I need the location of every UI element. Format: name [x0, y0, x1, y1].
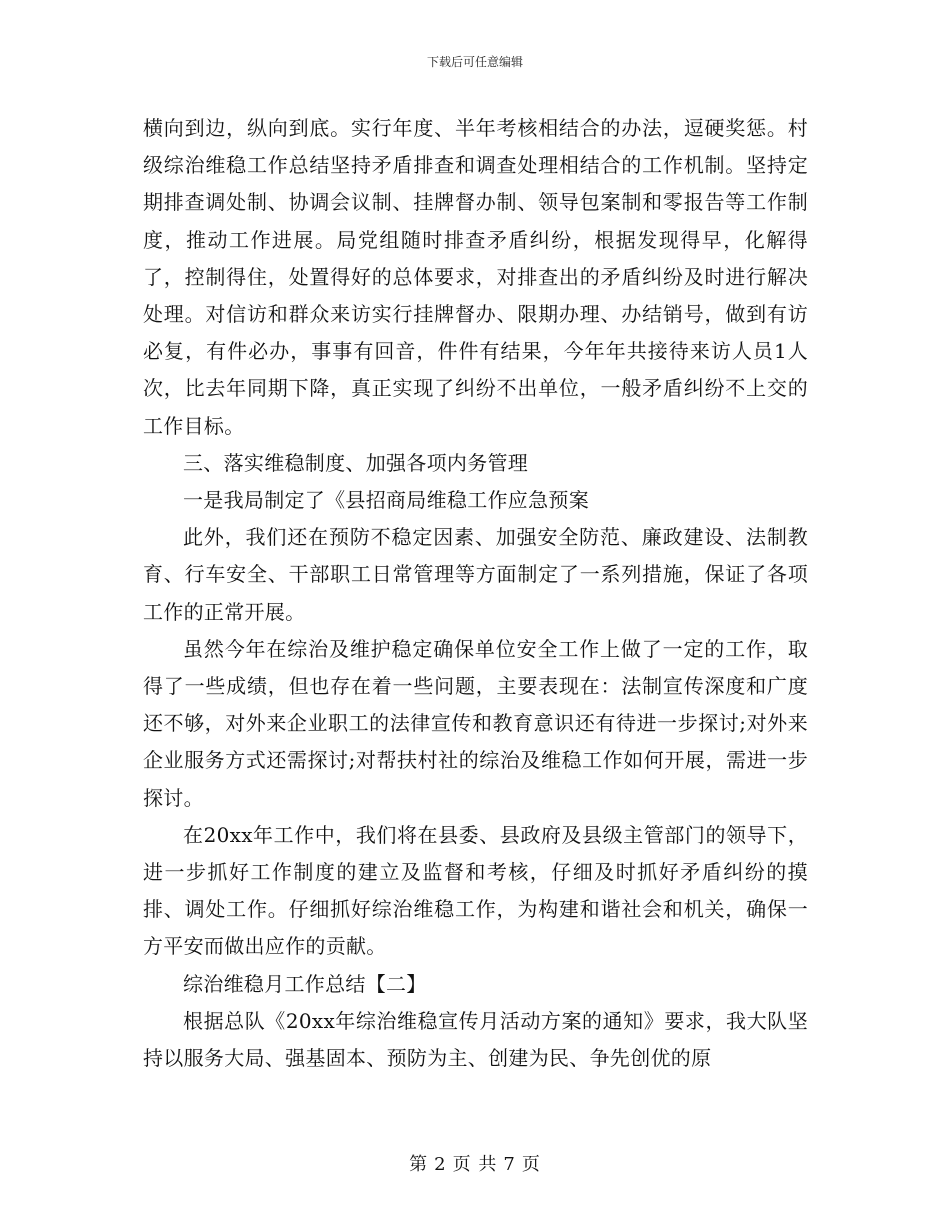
- footer-suffix: 页: [521, 1154, 541, 1175]
- document-body: [143, 110, 808, 1077]
- footer-total-pages: 7: [503, 1154, 516, 1175]
- paragraph-5: 在20xx年工作中，我们将在县委、县政府及县级主管部门的领导下，进一步抓好工作制度的建立及监督和考核，仔细及时抓好矛盾纠纷的摸排、调处工作。仔细抓好综治维稳工作，为构建和谐社会和机关，确保一方平安而做出应作的贡献。: [143, 822, 808, 959]
- page-header: 下载后可任意编辑: [426, 55, 523, 69]
- footer-prefix: 第: [409, 1154, 429, 1175]
- subtitle-part-two: 综治维稳月工作总结【二】: [183, 971, 427, 996]
- paragraph-1: 横向到边，纵向到底。实行年度、半年考核相结合的办法，逗硬奖惩。村级综治维稳工作总结坚持矛盾排查和调查处理相结合的工作机制。坚持定期排查调处制、协调会议制、挂牌督办制、领导包案制和零报告等工作制度，推动工作进展。局党组随时排查矛盾纠纷，根据发现得早，化解得了，控制得住，处置得好的总体要求，对排查出的矛盾纠纷及时进行解决处理。对信访和群众来访实行挂牌督办、限期办理、办结销号，做到有访必复，有件必办，事事有回音，件件有结果，今年年共接待来访人员1人次，比去年同期下降，真正实现了纠纷不出单位，一般矛盾纠纷不上交的工作目标。: [143, 116, 808, 438]
- paragraph-3: 此外，我们还在预防不稳定因素、加强安全防范、廉政建设、法制教育、行车安全、干部职工日常管理等方面制定了一系列措施，保证了各项工作的正常开展。: [143, 525, 808, 624]
- page-footer: [0, 1153, 950, 1177]
- footer-middle: 页 共: [452, 1154, 498, 1175]
- footer-current-page: 2: [434, 1154, 447, 1175]
- paragraph-6: 根据总队《20xx年综治维稳宣传月活动方案的通知》要求，我大队坚持以服务大局、强基固本、预防为主、创建为民、争先创优的原: [143, 1008, 808, 1071]
- paragraph-2: 一是我局制定了《县招商局维稳工作应急预案: [183, 488, 589, 513]
- paragraph-4: 虽然今年在综治及维护稳定确保单位安全工作上做了一定的工作，取得了一些成绩，但也存在着一些问题，主要表现在：法制宣传深度和广度还不够，对外来企业职工的法律宣传和教育意识还有待进一步探讨;对外来企业服务方式还需探讨;对帮扶村社的综治及维稳工作如何开展，需进一步探讨。: [143, 636, 808, 810]
- section-heading-3: 三、落实维稳制度、加强各项内务管理: [183, 450, 529, 475]
